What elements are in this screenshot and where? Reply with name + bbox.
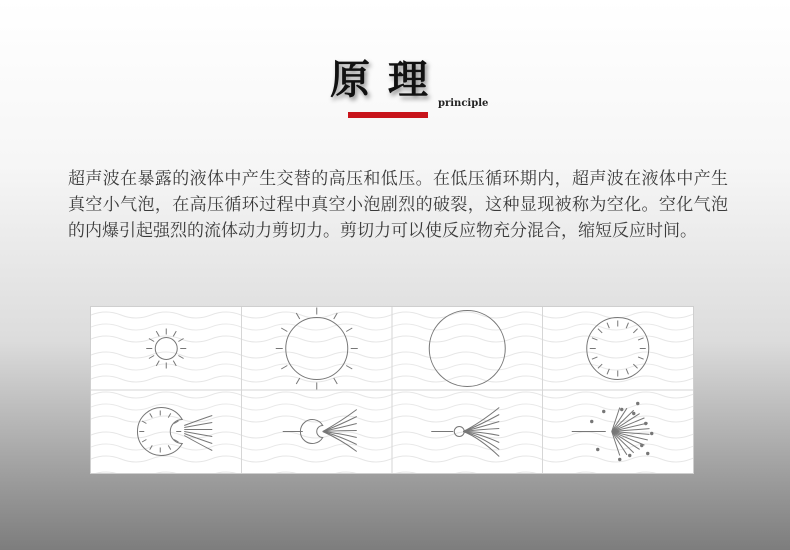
page-title: 原 理 bbox=[330, 56, 430, 103]
cavitation-diagram bbox=[90, 306, 694, 474]
title-underline bbox=[348, 112, 428, 118]
page-subtitle: principle bbox=[438, 98, 489, 109]
header bbox=[0, 0, 790, 140]
principle-paragraph: 超声波在暴露的液体中产生交替的高压和低压。在低压循环期内，超声波在液体中产生真空小气泡，在高压循环过程中真空小泡剧烈的破裂，这种显现被称为空化。空化气泡的内爆引起强烈的流体动力剪切力。剪切力可以使反应物充分混合，缩短反应时间。 bbox=[68, 169, 728, 241]
cavitation-diagram-svg bbox=[91, 307, 693, 473]
